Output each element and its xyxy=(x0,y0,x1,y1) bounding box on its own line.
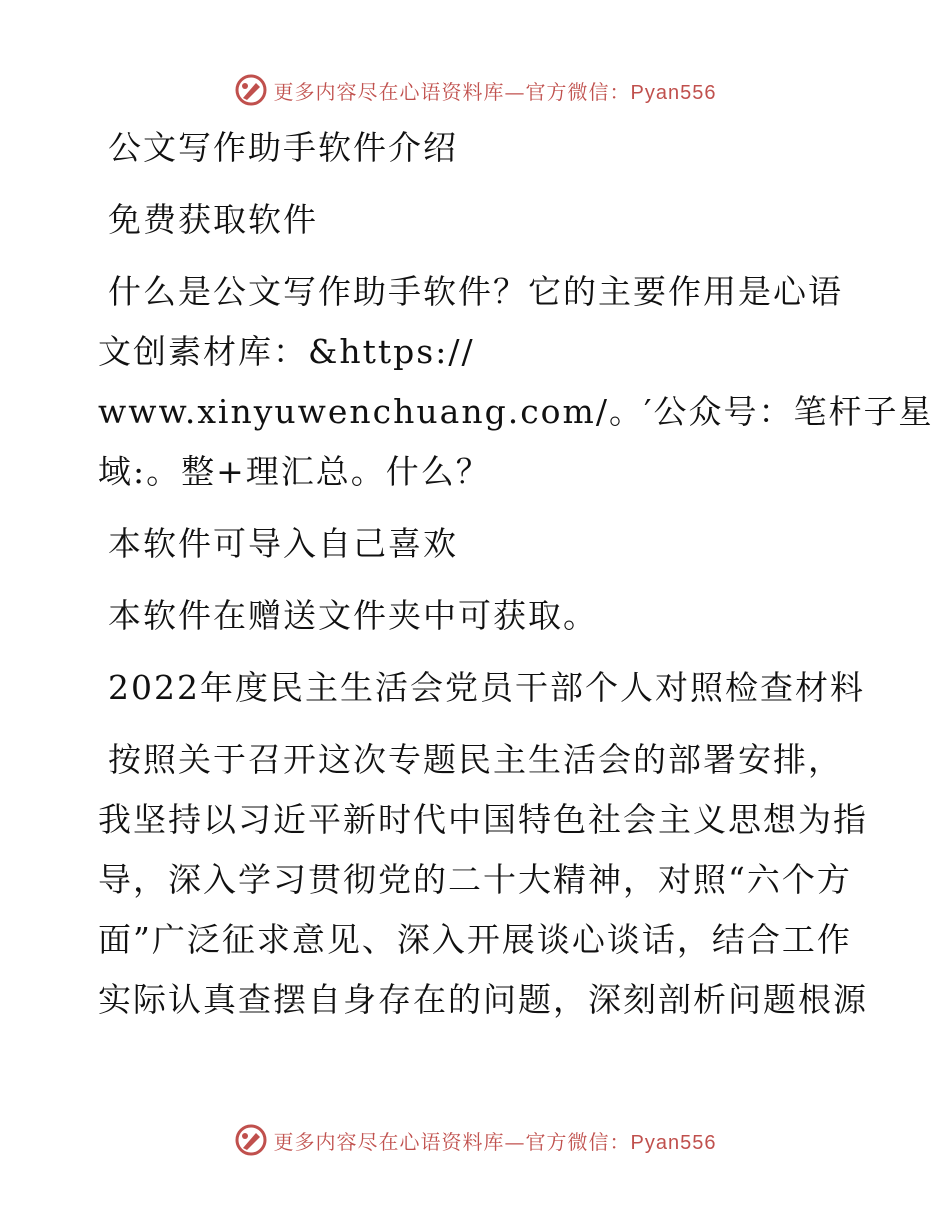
paragraph-title: 公文写作助手软件介绍 xyxy=(108,128,458,167)
banner-label: 更多内容尽在心语资料库—官方微信： xyxy=(273,1129,631,1154)
paragraph-intro xyxy=(98,262,934,502)
paragraph-import: 本软件可导入自己喜欢 xyxy=(108,524,458,563)
paragraph-line: 什么是公文写作助手软件？它的主要作用是心语 xyxy=(108,272,843,311)
paragraph-free-software: 免费获取软件 xyxy=(108,200,318,239)
banner-label: 更多内容尽在心语资料库—官方微信： xyxy=(273,79,631,104)
footer-watermark xyxy=(0,1120,950,1160)
paragraph-gift-folder: 本软件在赠送文件夹中可获取。 xyxy=(108,596,598,635)
paragraph-line: 域:。整+理汇总。什么？ xyxy=(98,452,491,491)
paragraph-line: www.xinyuwenchuang.com/。′公众号：笔杆子星 xyxy=(98,392,934,431)
document-body xyxy=(98,118,934,1030)
paragraph-line: 导，深入学习贯彻党的二十大精神，对照“六个方 xyxy=(98,860,852,899)
paragraph-line: 按照关于召开这次专题民主生活会的部署安排， xyxy=(108,740,843,779)
paragraph-body xyxy=(98,730,868,1030)
paragraph-line: 实际认真查摆自身存在的问题，深刻剖析问题根源 xyxy=(98,980,868,1019)
banner-wechat-id: Pyan556 xyxy=(630,1131,717,1154)
paragraph-line: 面”广泛征求意见、深入开展谈心谈话，结合工作 xyxy=(98,920,852,959)
pen-logo-icon xyxy=(234,73,268,107)
header-banner-text xyxy=(274,76,717,105)
banner-wechat-id: Pyan556 xyxy=(630,81,717,104)
footer-banner-text xyxy=(274,1126,717,1155)
paragraph-heading-2022: 2022年度民主生活会党员干部个人对照检查材料 xyxy=(108,668,865,707)
paragraph-line: 文创素材库：&https:// xyxy=(98,332,475,371)
header-watermark xyxy=(0,70,950,110)
paragraph-line: 我坚持以习近平新时代中国特色社会主义思想为指 xyxy=(98,800,868,839)
pen-logo-icon xyxy=(234,1123,268,1157)
